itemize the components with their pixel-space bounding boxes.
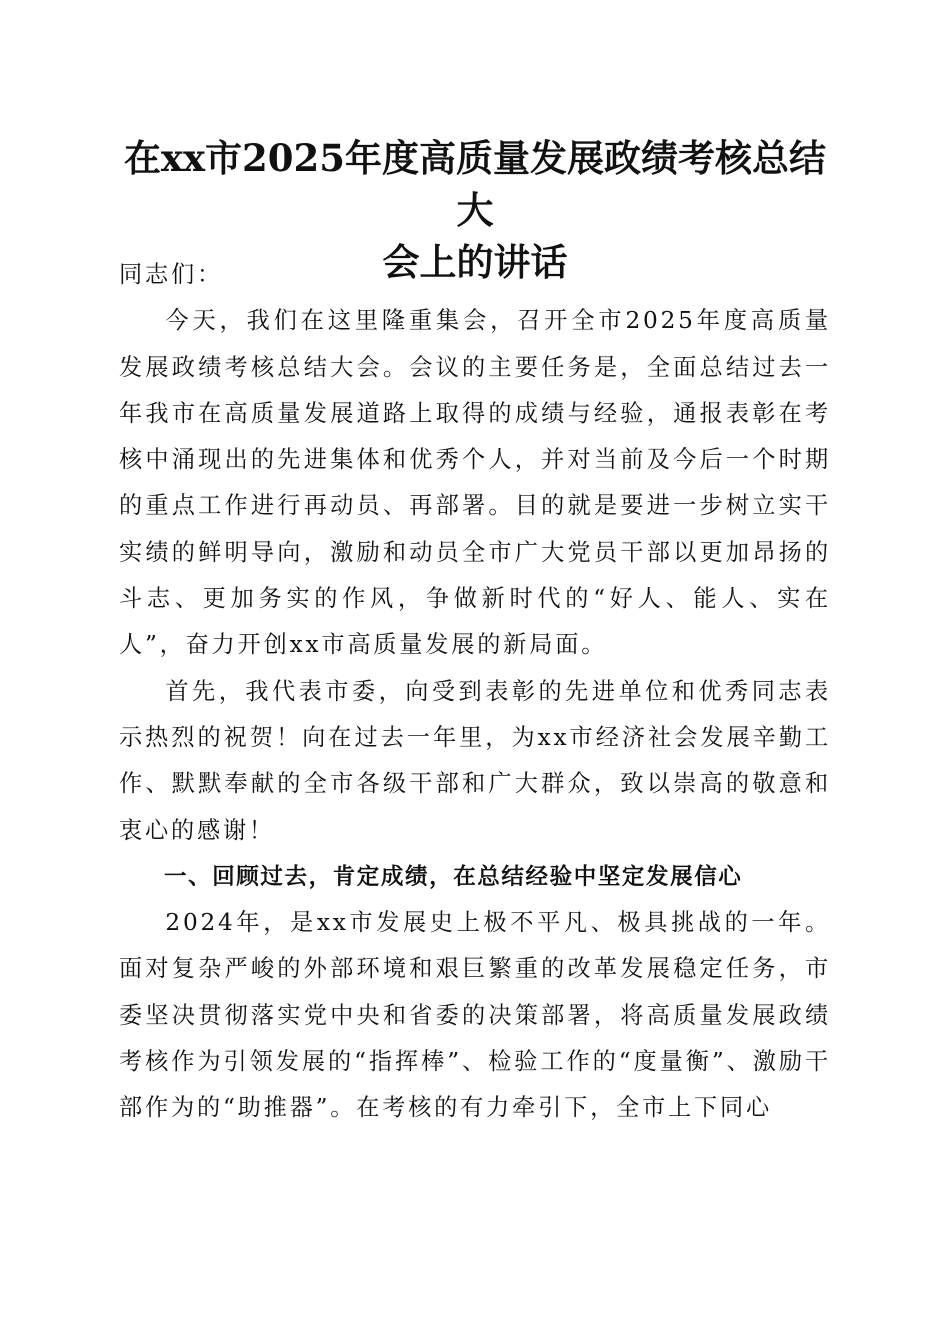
salutation: 同志们： xyxy=(119,261,223,288)
paragraph-congratulations: 首先，我代表市委，向受到表彰的先进单位和优秀同志表示热烈的祝贺！向在过去一年里，为xx市经济社会发展辛勤工作、默默奉献的全市各级干部和广大群众，致以崇高的敬意和衷心的感谢！ xyxy=(119,677,831,844)
title-line-1: 在xx市2025年度高质量发展政绩考核总结大 xyxy=(123,136,827,232)
document-body xyxy=(119,252,831,1132)
title-line-2: 会上的讲话 xyxy=(382,240,568,284)
paragraph-section-1: 2024年，是xx市发展史上极不平凡、极具挑战的一年。面对复杂严峻的外部环境和艰巨繁重的改革发展稳定任务，市委坚决贯彻落实党中央和省委的决策部署，将高质量发展政绩考核作为引领发展的“指挥棒”、检验工作的“度量衡”、激励干部作为的“助推器”。在考核的有力牵引下，全市上下同心 xyxy=(119,909,831,1122)
paragraph-intro: 今天，我们在这里隆重集会，召开全市2025年度高质量发展政绩考核总结大会。会议的主要任务是，全面总结过去一年我市在高质量发展道路上取得的成绩与经验，通报表彰在考核中涌现出的先进集体和优秀个人，并对当前及今后一个时期的重点工作进行再动员、再部署。目的就是要进一步树立实干实绩的鲜明导向，激励和动员全市广大党员干部以更加昂扬的斗志、更加务实的作风，争做新时代的“好人、能人、实在人”，奋力开创xx市高质量发展的新局面。 xyxy=(119,307,831,659)
section-heading-1: 一、回顾过去，肯定成绩，在总结经验中坚定发展信心 xyxy=(164,863,743,890)
